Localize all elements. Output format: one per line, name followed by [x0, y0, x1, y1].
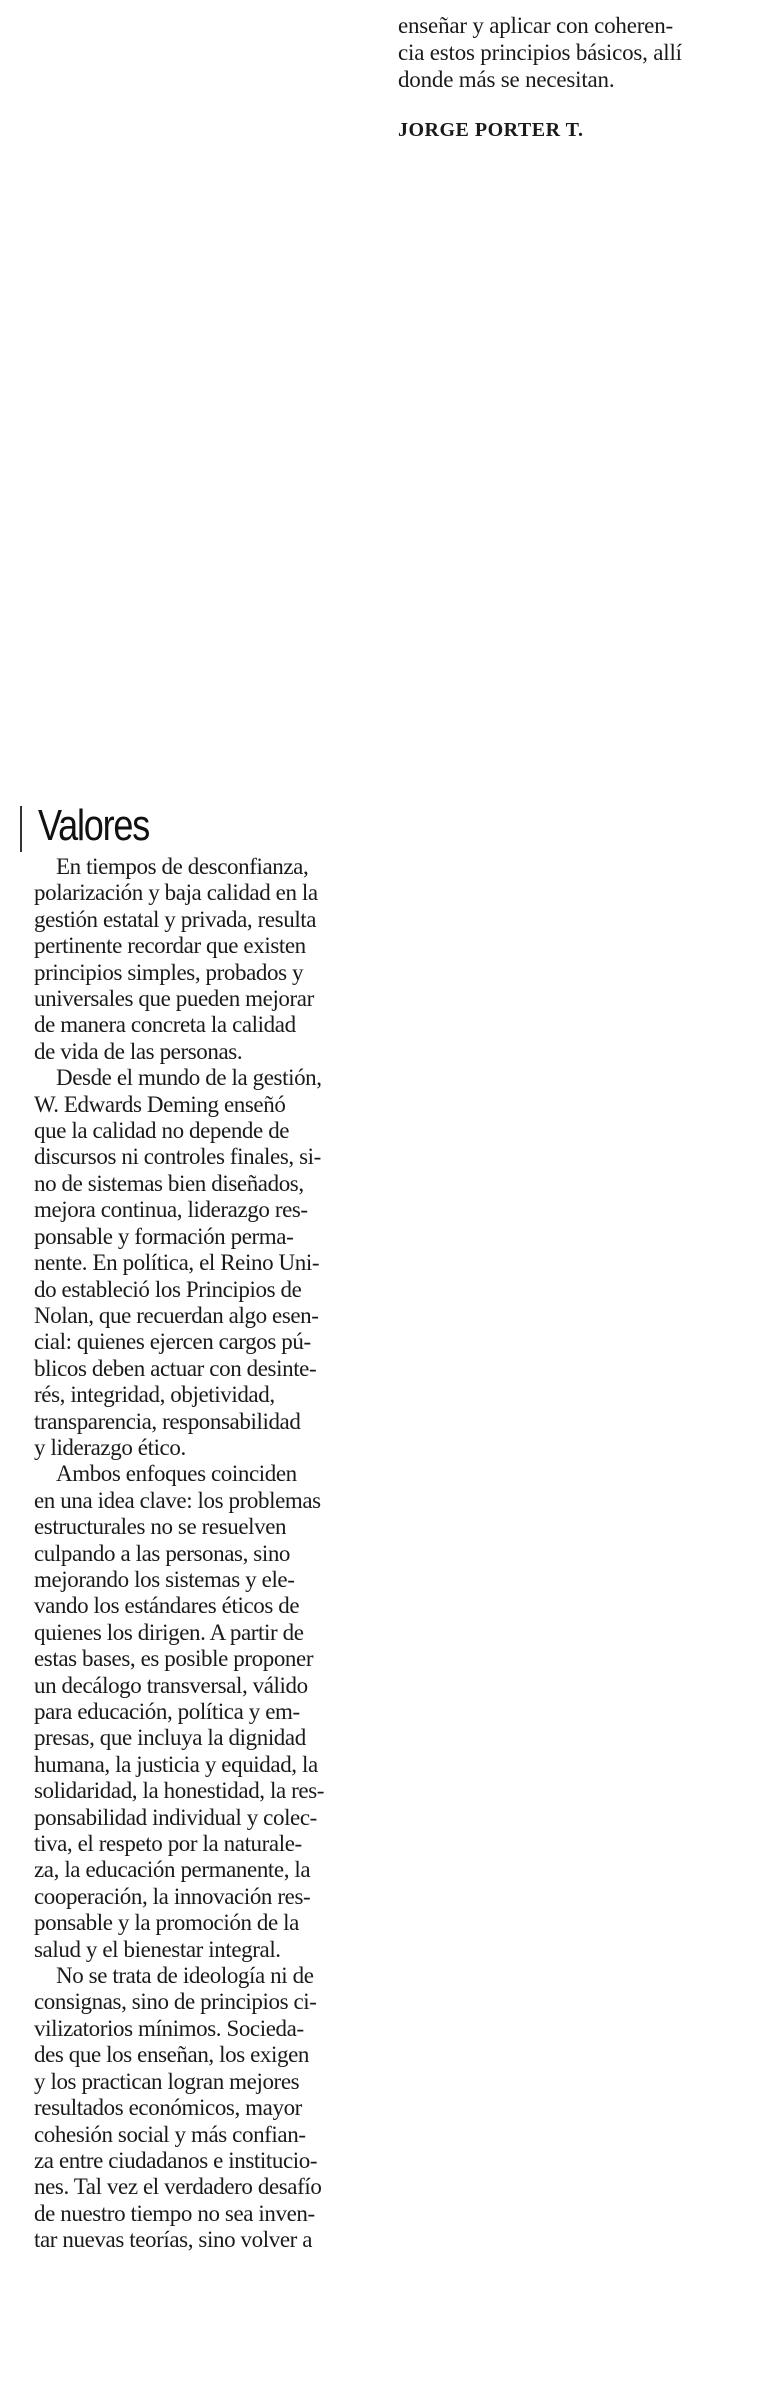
body-line: solidaridad, la honestidad, la res-	[34, 1778, 325, 1804]
body-line: Nolan, que recuerdan algo esen-	[34, 1302, 319, 1328]
body-line: universales que pueden mejorar	[34, 986, 314, 1012]
body-line: para educación, política y em-	[34, 1699, 300, 1724]
body-line: no de sistemas bien diseñados,	[34, 1170, 304, 1196]
body-line: nente. En política, el Reino Uni-	[34, 1250, 320, 1276]
body-line: quienes los dirigen. A partir de	[34, 1619, 304, 1645]
body-line: En tiempos de desconfianza,	[56, 854, 309, 879]
body-line: Ambos enfoques coinciden	[56, 1461, 297, 1487]
body-line: cial: quienes ejercen cargos pú-	[34, 1329, 311, 1355]
body-line: culpando a las personas, sino	[34, 1540, 291, 1566]
body-line: W. Edwards Deming enseñó	[34, 1091, 286, 1117]
body-line: vando los estándares éticos de	[34, 1593, 300, 1619]
body-line: No se trata de ideología ni de	[56, 1963, 314, 1989]
letter-body	[34, 854, 405, 2254]
body-line: de manera concreta la calidad	[34, 1012, 296, 1038]
body-line: tiva, el respeto por la naturale-	[34, 1831, 302, 1857]
body-line: Desde el mundo de la gestión,	[56, 1065, 322, 1091]
body-line: ponsable y la promoción de la	[34, 1910, 299, 1936]
body-line: resultados económicos, mayor	[34, 2095, 302, 2121]
fragment-line: cia estos principios básicos, allí	[398, 40, 682, 65]
body-line: de nuestro tiempo no sea inven-	[34, 2200, 315, 2226]
body-line: des que los enseñan, los exigen	[34, 2042, 310, 2068]
letter-continuation-fragment	[398, 12, 758, 142]
body-line: za entre ciudadanos e institucio-	[34, 2147, 318, 2173]
body-line: consignas, sino de principios ci-	[34, 1989, 317, 2015]
body-line: mejora continua, liderazgo res-	[34, 1197, 308, 1223]
body-line: que la calidad no depende de	[34, 1118, 290, 1144]
body-line: salud y el bienestar integral.	[34, 1936, 281, 1962]
body-line: cooperación, la innovación res-	[34, 1883, 311, 1909]
headline-rule	[20, 806, 22, 852]
body-line: estas bases, es posible proponer	[34, 1646, 314, 1672]
body-line: estructurales no se resuelven	[34, 1514, 287, 1540]
fragment-text	[398, 12, 758, 93]
body-line: principios simples, probados y	[34, 959, 304, 985]
body-line: rés, integridad, objetividad,	[34, 1382, 275, 1408]
body-line: transparencia, responsabilidad	[34, 1408, 301, 1434]
body-line: humana, la justicia y equidad, la	[34, 1751, 318, 1777]
fragment-line: enseñar y aplicar con coheren-	[398, 13, 673, 38]
body-line: y los practican logran mejores	[34, 2068, 300, 2094]
body-line: za, la educación permanente, la	[34, 1857, 311, 1883]
body-line: mejorando los sistemas y ele-	[34, 1566, 295, 1592]
body-line: y liderazgo ético.	[34, 1434, 186, 1460]
body-line: do estableció los Principios de	[34, 1276, 302, 1302]
body-line: un decálogo transversal, válido	[34, 1672, 308, 1698]
body-line: ponsabilidad individual y colec-	[34, 1804, 317, 1830]
body-line: discursos ni controles finales, si-	[34, 1144, 321, 1170]
fragment-line: donde más se necesitan.	[398, 67, 615, 92]
body-line: presas, que incluya la dignidad	[34, 1725, 306, 1751]
body-line: pertinente recordar que existen	[34, 933, 306, 959]
body-line: ponsable y formación perma-	[34, 1223, 294, 1249]
body-line: blicos deben actuar con desinte-	[34, 1355, 317, 1381]
body-line: polarización y baja calidad en la	[34, 880, 318, 906]
letter-column	[20, 798, 405, 2254]
body-line: de vida de las personas.	[34, 1038, 243, 1064]
body-line: cohesión social y más confian-	[34, 2121, 306, 2147]
body-line: nes. Tal vez el verdadero desafío	[34, 2174, 322, 2200]
body-line: en una idea clave: los problemas	[34, 1487, 321, 1513]
letter-title: Valores	[38, 801, 150, 850]
author-signature: JORGE PORTER T.	[398, 119, 584, 141]
body-line: tar nuevas teorías, sino volver a	[34, 2227, 313, 2253]
body-line: gestión estatal y privada, resulta	[34, 906, 317, 932]
body-line: vilizatorios mínimos. Socieda-	[34, 2015, 304, 2041]
